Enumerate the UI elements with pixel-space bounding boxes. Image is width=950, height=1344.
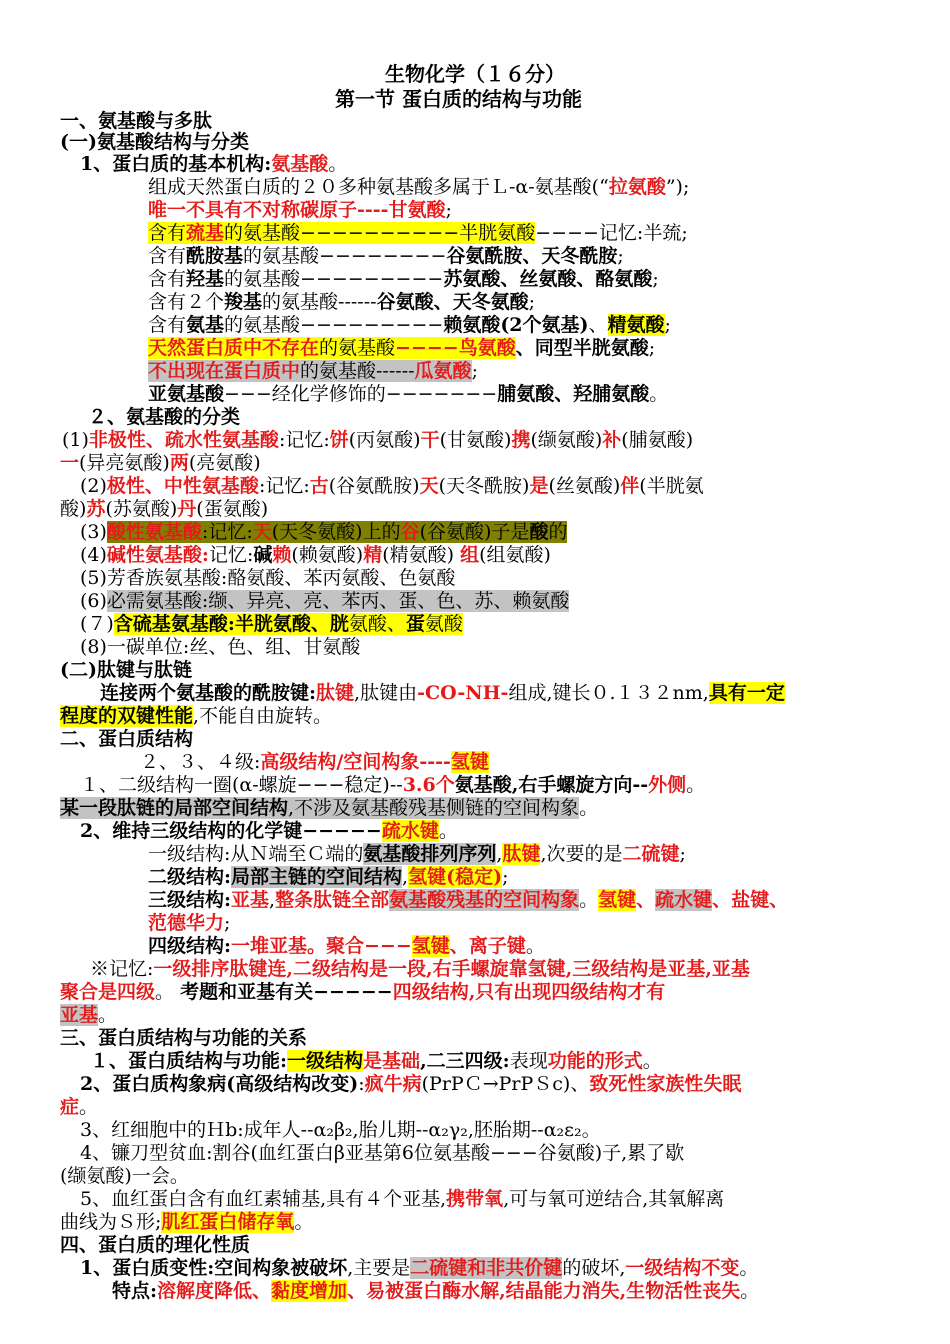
text-segment: (一)氨基酸结构与分类: [60, 131, 249, 153]
text-segment: (甘氨酸): [439, 429, 512, 451]
text-segment: (PrPＣ→PrPＳc)、: [421, 1073, 590, 1095]
text-line: [148, 199, 452, 222]
text-segment: 一级结构:从Ｎ端至Ｃ端的: [148, 843, 364, 865]
text-line: [80, 1119, 601, 1142]
text-line: [148, 889, 788, 912]
text-segment: ;: [648, 337, 656, 359]
text-segment: 是: [529, 475, 549, 497]
text-segment: (天冬酰胺): [438, 475, 530, 497]
text-line: [80, 475, 704, 498]
text-line: [60, 659, 192, 682]
text-segment: 含有: [148, 268, 187, 290]
text-segment: 谷氨酰胺、天冬酰胺: [446, 245, 618, 267]
text-line: [148, 245, 624, 268]
text-segment: ;: [471, 360, 478, 382]
text-segment: 的氨基酸------: [262, 291, 377, 313]
text-segment: 某一段肽链的局部空间结构: [60, 797, 289, 819]
text-segment: 氨基: [186, 314, 225, 336]
text-segment: 的氨基酸−−−−−−−−−−半胱氨酸: [224, 222, 536, 244]
text-segment: ,肽键由: [354, 682, 418, 704]
text-segment: 的氨基酸------: [300, 360, 415, 382]
text-segment: 非极性、疏水性氨基酸: [88, 429, 279, 451]
text-line: [60, 705, 332, 728]
text-segment: −−−经化学修饰的−−−−−−−: [224, 383, 498, 405]
text-segment: (赖氨酸): [291, 544, 364, 566]
text-segment: 3、红细胞中的Ｈb:成年人--α₂β₂,胎儿期--α₂γ₂,胚胎期--α₂ε₂。: [80, 1119, 601, 1141]
text-segment: 2、维持三级结构的化学键−−−−−: [80, 820, 382, 842]
text-segment: 拉氨酸: [608, 176, 666, 198]
text-segment: :记忆:: [278, 429, 330, 451]
text-segment: 。: [739, 1257, 759, 1279]
text-segment: 碱: [253, 544, 273, 566]
text-segment: 。: [649, 383, 669, 405]
text-segment: 。: [328, 153, 348, 175]
text-segment: 肽键: [316, 682, 355, 704]
text-segment: 、: [449, 935, 469, 957]
text-segment: 必需氨基酸:缬、异亮、亮、苯丙、蛋、色、苏、赖氨酸: [106, 590, 570, 612]
text-segment: 天然蛋白质中不存在: [148, 337, 320, 359]
text-segment: (天冬氨酸)上的: [271, 521, 401, 543]
text-line: [148, 291, 535, 314]
text-segment: 的氨基酸−−−−−−−−: [243, 245, 447, 267]
text-segment: :记忆:: [258, 475, 310, 497]
text-line: [80, 636, 360, 659]
text-segment: 谷: [400, 521, 420, 543]
text-segment: 亚氨基酸: [148, 383, 225, 405]
text-segment: −−−−鸟氨酸: [395, 337, 516, 359]
text-segment: 1、蛋白质变性:: [80, 1257, 215, 1279]
text-segment: 氨基酸排列序列: [363, 843, 497, 865]
text-segment: ,不能自由旋转。: [193, 705, 333, 727]
text-segment: 携带氧: [446, 1188, 504, 1210]
text-segment: 曲线为Ｓ形;: [60, 1211, 162, 1233]
text-segment: １、蛋白质结构与功能:: [90, 1050, 288, 1072]
text-segment: 、同型半胱氨酸: [515, 337, 649, 359]
text-segment: 一级排序肽键连,二级结构是一段,右手螺旋靠氢键,三级结构是亚基,亚基: [153, 958, 750, 980]
text-segment: 巯基: [186, 222, 225, 244]
text-segment: 特点:: [112, 1280, 158, 1302]
text-line: [148, 912, 230, 935]
text-segment: ,: [269, 889, 276, 911]
text-segment: ;: [652, 268, 659, 290]
text-segment: 的: [548, 521, 568, 543]
text-line: [100, 682, 785, 705]
text-segment: 三、蛋白质结构与功能的关系: [60, 1027, 308, 1049]
text-segment: 氨酸: [424, 613, 463, 635]
text-line: [80, 590, 569, 613]
text-line: [90, 1050, 662, 1073]
text-line: [60, 981, 665, 1004]
text-segment: 溶解度降低: [157, 1280, 253, 1302]
text-segment: (缬氨酸)一会。: [60, 1165, 189, 1187]
text-segment: 。: [642, 1050, 662, 1072]
text-segment: 四级结构:: [148, 935, 232, 957]
text-segment: 氢键: [598, 889, 637, 911]
text-line: [80, 613, 463, 636]
text-segment: 唯一不具有不对称碳原子----甘氨酸: [148, 199, 446, 221]
text-segment: 氨酸、: [348, 613, 406, 635]
text-segment: (缬氨酸): [530, 429, 603, 451]
text-segment: 氨基酸,右手螺旋方向--: [454, 774, 649, 796]
text-segment: ;: [528, 291, 535, 313]
text-segment: 二硫键: [622, 843, 680, 865]
text-segment: 酰胺基: [186, 245, 244, 267]
text-segment: 一级结构: [287, 1050, 364, 1072]
text-line: [148, 360, 478, 383]
text-line: [148, 843, 686, 866]
text-segment: 、: [712, 889, 732, 911]
text-line: [80, 153, 347, 176]
text-segment: (谷氨酰胺): [328, 475, 420, 497]
text-segment: ,可与氧可逆结合,其氧解离: [503, 1188, 725, 1210]
text-segment: 记忆:: [208, 544, 254, 566]
text-line: [148, 935, 545, 958]
text-segment: 胱: [329, 613, 349, 635]
text-segment: 基础: [382, 1050, 421, 1072]
text-segment: 是: [363, 1050, 383, 1072]
text-segment: 症: [60, 1096, 80, 1118]
text-segment: ”);: [665, 176, 690, 198]
text-segment: (3): [80, 521, 107, 543]
text-segment: 一级结构不变: [625, 1257, 740, 1279]
text-segment: ;: [664, 314, 671, 336]
text-segment: (组氨酸): [479, 544, 551, 566]
text-line: [148, 176, 689, 199]
text-segment: 赖: [272, 544, 292, 566]
text-segment: 局部主链的空间结构: [231, 866, 403, 888]
text-segment: (精氨酸): [382, 544, 455, 566]
text-line: [80, 1142, 684, 1165]
text-line: [60, 1211, 313, 1234]
text-segment: ;: [617, 245, 624, 267]
text-segment: 的氨基酸−−−−−−−−−: [224, 314, 444, 336]
text-segment: (谷氨酸)子是: [419, 521, 530, 543]
text-segment: 苏氨酸、丝氨酸、酪氨酸: [443, 268, 653, 290]
text-segment: (亮氨酸): [188, 452, 261, 474]
text-segment: 肌红蛋白储存氧: [161, 1211, 295, 1233]
text-segment: (6): [80, 590, 107, 612]
text-segment: (丙氨酸): [348, 429, 421, 451]
text-segment: 。: [155, 981, 175, 1003]
text-segment: 氢键: [411, 935, 450, 957]
text-segment: (1): [62, 429, 89, 451]
text-segment: (半胱氨: [639, 475, 704, 497]
text-segment: 一堆亚基。聚合−−−: [231, 935, 412, 957]
text-segment: 组成,键长０.１３２nm,: [508, 682, 709, 704]
text-segment: 含有: [148, 314, 187, 336]
text-segment: (脯氨酸): [621, 429, 694, 451]
text-segment: -CO-NH-: [417, 682, 509, 704]
text-segment: 表现: [509, 1050, 548, 1072]
text-segment: 连接两个氨基酸的酰胺键:: [100, 682, 317, 704]
text-segment: ２、３、４级:: [140, 751, 261, 773]
text-line: [60, 110, 212, 133]
text-segment: 巯: [662, 222, 682, 244]
text-segment: ,不涉及氨基酸残基侧链的空间构象: [288, 797, 580, 819]
text-line: [60, 1027, 307, 1050]
text-line: [148, 383, 668, 406]
text-segment: ;: [679, 843, 686, 865]
text-segment: 补: [602, 429, 622, 451]
text-line: [140, 751, 489, 774]
text-segment: ;: [445, 199, 452, 221]
text-segment: 高级结构/空间构象----: [260, 751, 451, 773]
text-segment: 二硫键和非共价键: [410, 1257, 563, 1279]
text-segment: 羧基: [224, 291, 263, 313]
text-segment: 2、蛋白质构象病(高级结构改变): [80, 1073, 359, 1095]
text-segment: 、: [636, 889, 656, 911]
text-segment: ,二三四级:: [420, 1050, 510, 1072]
text-segment: 天: [419, 475, 439, 497]
section-title: 第一节 蛋白质的结构与功能: [335, 87, 582, 111]
text-segment: ;: [224, 912, 231, 934]
text-segment: 赖氨酸(2个氨基): [443, 314, 589, 336]
text-segment: ;: [502, 866, 509, 888]
text-segment: 1、蛋白质的基本机构:: [80, 153, 272, 175]
text-line: [148, 337, 655, 360]
document-title: 生物化学（１６分）: [385, 62, 565, 86]
text-line: [60, 1165, 189, 1188]
text-segment: 的氨基酸−−−−−−−−−: [224, 268, 444, 290]
text-segment: 饼: [329, 429, 349, 451]
text-segment: (蛋氨酸): [196, 498, 269, 520]
text-line: [60, 1096, 98, 1119]
text-line: [90, 958, 750, 981]
text-segment: 、: [588, 314, 608, 336]
text-line: [60, 728, 193, 751]
text-segment: 精: [363, 544, 383, 566]
text-segment: 的破坏,: [562, 1257, 626, 1279]
text-segment: 含硫基氨基酸:半胱氨酸、: [113, 613, 330, 635]
text-segment: (异亮氨酸): [79, 452, 170, 474]
text-segment: 极性、中性氨基酸: [106, 475, 259, 497]
text-segment: 三级结构:: [148, 889, 232, 911]
text-segment: 。: [579, 797, 599, 819]
text-segment: １、二级结构一圈(α-螺旋−−−稳定)--: [80, 774, 403, 796]
text-segment: 。: [438, 820, 458, 842]
text-segment: 盐键、: [731, 889, 789, 911]
text-segment: 古: [309, 475, 329, 497]
text-segment: 氢键: [450, 751, 489, 773]
text-segment: 脯氨酸、羟脯氨酸: [497, 383, 650, 405]
text-line: [80, 1073, 741, 1096]
text-segment: ,次要的是: [540, 843, 623, 865]
text-line: [80, 1257, 758, 1280]
text-segment: 3.6个: [402, 774, 455, 796]
text-segment: 疏水键: [655, 889, 713, 911]
text-line: [60, 498, 268, 521]
text-segment: 。: [740, 1280, 760, 1302]
text-segment: 谷氨酸、天冬氨酸: [376, 291, 529, 313]
text-segment: 精氨酸: [607, 314, 665, 336]
text-segment: 氨基酸残基的空间构象: [389, 889, 580, 911]
text-segment: ,: [402, 866, 409, 888]
text-segment: 组: [460, 544, 480, 566]
text-segment: 羟基: [186, 268, 225, 290]
text-segment: 程度的双键性能: [60, 705, 194, 727]
text-segment: 。: [79, 1096, 99, 1118]
text-segment: (5)芳香族氨基酸:酪氨酸、苯丙氨酸、色氨酸: [80, 567, 456, 589]
text-line: [80, 567, 455, 590]
text-line: [148, 222, 688, 245]
text-segment: :记忆:: [201, 521, 253, 543]
text-segment: 。: [98, 1004, 118, 1026]
text-segment: ,: [496, 843, 503, 865]
text-line: [148, 268, 659, 291]
text-segment: 携: [511, 429, 531, 451]
text-line: [60, 1234, 250, 1257]
text-segment: 4、镰刀型贫血:割谷(血红蛋白β亚基第6位氨基酸−−−谷氨酸)子,累了歇: [80, 1142, 685, 1164]
text-segment: 含有: [148, 222, 187, 244]
text-segment: 、易被蛋白酶水解,结晶能力消失,生物活性丧失: [347, 1280, 741, 1302]
text-segment: 的氨基酸: [319, 337, 396, 359]
text-segment: 碱性氨基酸:: [106, 544, 209, 566]
text-segment: 离子键: [468, 935, 526, 957]
text-segment: 疯牛病: [364, 1073, 422, 1095]
text-segment: 组成天然蛋白质的２０多种氨基酸多属于Ｌ-α-氨基酸(“: [148, 176, 609, 198]
text-line: [80, 544, 551, 567]
text-segment: 考题和亚基有关−−−−−: [180, 981, 393, 1003]
text-segment: 氢键(稳定): [408, 866, 503, 888]
text-segment: (8)一碳单位:丝、色、组、甘氨酸: [80, 636, 361, 658]
text-segment: 蛋: [405, 613, 425, 635]
text-segment: 具有一定: [708, 682, 785, 704]
text-segment: −−−−记忆:半: [535, 222, 663, 244]
text-segment: :: [358, 1073, 365, 1095]
text-segment: 。: [579, 889, 599, 911]
text-segment: 。: [686, 774, 706, 796]
text-line: [80, 1188, 724, 1211]
text-segment: ,主要是: [347, 1257, 411, 1279]
text-segment: (4): [80, 544, 107, 566]
text-segment: (二)肽键与肽链: [60, 659, 192, 681]
text-segment: 酸性氨基酸: [106, 521, 202, 543]
text-segment: 二、蛋白质结构: [60, 728, 194, 750]
text-segment: 氨基酸: [271, 153, 329, 175]
text-line: [80, 774, 705, 797]
text-segment: 亚基: [60, 1004, 99, 1026]
text-segment: 一、氨基酸与多肽: [60, 110, 213, 132]
text-segment: 干: [420, 429, 440, 451]
text-line: [60, 1004, 117, 1027]
text-line: [80, 820, 458, 843]
text-segment: 伴: [620, 475, 640, 497]
text-segment: (2): [80, 475, 107, 497]
text-segment: 功能的形式: [547, 1050, 643, 1072]
text-segment: 含有２个: [148, 291, 225, 313]
text-segment: 苏: [86, 498, 106, 520]
text-segment: ;: [681, 222, 688, 244]
text-segment: 、: [252, 1280, 272, 1302]
text-segment: 范德华力: [148, 912, 225, 934]
text-line: [112, 1280, 759, 1303]
text-segment: 。: [525, 935, 545, 957]
text-segment: 外侧: [648, 774, 687, 796]
text-segment: 空间构象被破坏: [214, 1257, 348, 1279]
text-line: [148, 314, 671, 337]
text-line: [60, 452, 261, 475]
text-segment: 肽键: [502, 843, 541, 865]
text-line: [62, 429, 693, 452]
text-segment: ２、氨基酸的分类: [88, 406, 241, 428]
text-segment: 5、血红蛋白含有血红素辅基,具有４个亚基,: [80, 1188, 447, 1210]
text-segment: (７): [80, 613, 114, 635]
text-segment: 。: [294, 1211, 314, 1233]
text-line: [60, 797, 598, 820]
text-segment: 四、蛋白质的理化性质: [60, 1234, 251, 1256]
text-line: [148, 866, 508, 889]
text-line: [60, 131, 249, 154]
text-segment: (苏氨酸): [105, 498, 178, 520]
text-segment: 丹: [177, 498, 197, 520]
text-segment: 酸: [529, 521, 549, 543]
text-segment: 酸): [60, 498, 87, 520]
text-segment: (丝氨酸): [548, 475, 621, 497]
text-segment: ※记忆:: [90, 958, 154, 980]
text-segment: 四级结构,只有出现四级结构才有: [392, 981, 666, 1003]
text-line: [80, 521, 567, 544]
text-segment: 一: [60, 452, 80, 474]
text-segment: 二级结构:: [148, 866, 232, 888]
text-segment: 瓜氨酸: [414, 360, 472, 382]
text-segment: 聚合是四级: [60, 981, 156, 1003]
text-segment: 两: [169, 452, 189, 474]
text-line: [88, 406, 240, 429]
text-segment: 整条肽链全部: [275, 889, 390, 911]
text-segment: 天: [252, 521, 272, 543]
text-segment: 疏水键: [381, 820, 439, 842]
text-segment: 不出现在蛋白质中: [148, 360, 301, 382]
text-segment: 含有: [148, 245, 187, 267]
text-segment: 亚基: [231, 889, 270, 911]
text-segment: 黏度增加: [271, 1280, 348, 1302]
text-segment: 致死性家族性失眠: [589, 1073, 742, 1095]
